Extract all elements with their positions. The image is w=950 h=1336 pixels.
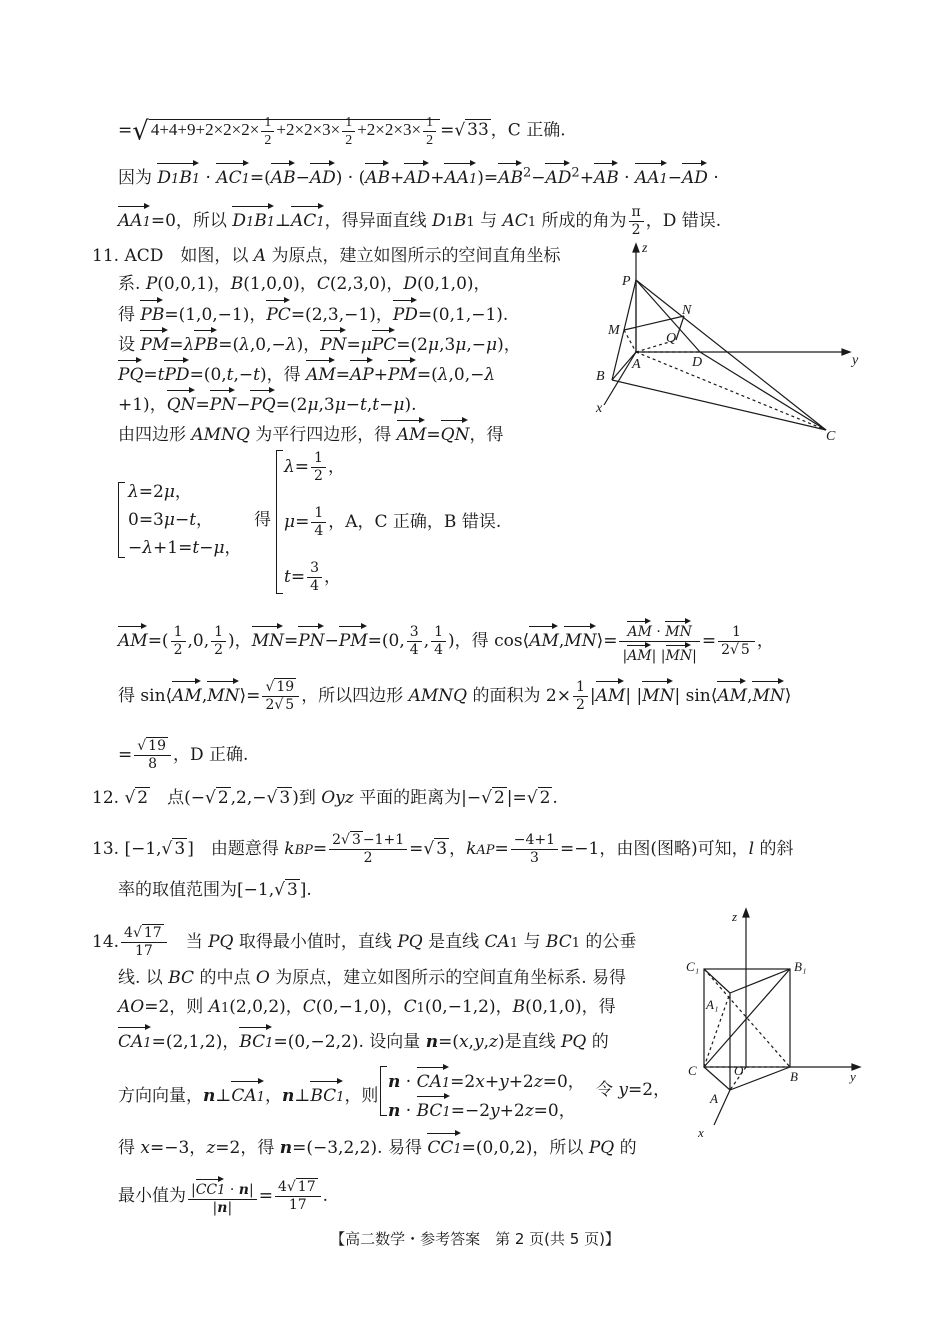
q11-line-8: AM=( $\frac{1}{2}$ ,0, $\frac{1}{2}$ )，MN=PN−PM=(0, $\frac{3}{4}$ , $\frac{1}{4}$ )，得 cos⟨AM,MN⟩= $\frac{AM \cdot MN}{|AM| |MN|}$ = $\frac{1}{2√ 5}$ ， [118,618,774,665]
fig1-label-b: B [596,369,605,384]
fig2-label-b1: B₁ [794,959,807,974]
fig2-label-a1: A₁ [706,997,719,1012]
fig1-label-d: D [692,355,703,370]
system2-row-a: λ= $\frac{1}{2}$ ， [284,450,345,484]
system2-row-c: t= $\frac{3}{4}$ ， [284,560,342,594]
figure-pyramid [590,240,880,450]
fig1-label-z: z [642,241,648,256]
equation-line-2: 因为 $D1B1 \cdot AC1=(AB-AD) \cdot (AB+AD+AA1)=AB^2-AD^2+AB \cdot AA1-AD$ · [118,160,719,192]
fig1-label-m: M [608,323,620,338]
q14-line-1: 14. $\frac{4√ 17}{17}$ 当 PQ 取得最小值时，直线 PQ 是直线 CA1 与 BC1 的公垂 [92,925,637,959]
system1-row-a: λ=2μ， [128,482,192,502]
fig1-label-n: N [682,303,692,318]
q14-line-2: 线. 以 BC 的中点 O 为原点，建立如图所示的空间直角坐标系. 易得 [118,968,627,988]
fig2-label-x: x [698,1125,704,1140]
q14-system-row-b: n · BC1=−2y+2z=0， [388,1093,576,1125]
system2-row-b: μ= $\frac{1}{4}$ ，A，C 正确，B 错误. [284,505,502,539]
fig2-label-a: A [710,1091,718,1106]
q11-line-2: 系. P(0,0,1)，B(1,0,0)，C(2,3,0)，D(0,1,0)， [118,274,491,294]
fig2-label-z: z [732,909,738,924]
q11-line-6: +1)，QN=PN−PQ=(2μ,3μ−t,t−μ). [118,387,417,417]
line1-tail: ，C 正确. [490,120,566,141]
system1-row-c: −λ+1=t−μ， [128,538,242,558]
q14-label: 14. [92,932,120,952]
q14-line-5: 方向向量，n⊥CA1，n⊥BC1，则 [118,1078,378,1110]
q11-line-10: = $\frac{√ 19}{8}$ ，D 正确. [118,738,249,772]
system1-row-b: 0=3μ−t， [128,510,214,530]
system2-brace [276,450,283,594]
fig2-label-c1: C₁ [686,959,700,974]
equation-line-3: AA1=0，所以 D1B1⊥AC1，得异面直线 D1B1 与 AC1 所成的角为 $\frac{\pi}{2}$ ，D 错误. [118,204,722,238]
fig2-label-c: C [688,1063,697,1078]
q14-line-4: CA1=(2,1,2)，BC1=(0,−2,2). 设向量 n=(x,y,z)是直线 PQ 的 [118,1024,609,1056]
q11-line-3: 得 PB=(1,0,−1)，PC=(2,3,−1)，PD=(0,1,−1). [118,297,508,327]
q14-line-7: 最小值为 $\frac{|CC1 \cdot n|}{|n|}$ = $\frac{4√ 17}{17}$ . [118,1176,328,1217]
fig1-label-p: P [622,274,631,289]
q11-label: 11. ACD [92,246,164,266]
q14-line-3: AO=2，则 A1(2,0,2)，C(0,−1,0)，C1(0,−1,2)，B(0,1,0)，得 [118,997,616,1017]
q13-line-1: 13. [−1,√ 3 ] 由题意得 kBP= $\frac{2√ 3 -1+1}{2}$ =√ 3 ，kAP= $\frac{-4+1}{3}$ =−1，由图(图略)可知，l 的斜 [92,832,794,866]
q11-line-4: 设 PM=λPB=(λ,0,−λ)，PN=μPC=(2μ,3μ,−μ)， [118,327,521,357]
q13-line-2: 率的取值范围为[−1,√ 3 ]. [118,880,312,900]
page-footer: 【高二数学・参考答案 第 2 页(共 5 页)】 [330,1230,620,1248]
q11-line-5: PQ=tPD=(0,t,−t)，得 AM=AP+PM=(λ,0,−λ [118,357,495,387]
q14-line-5-tail: 令 y=2， [596,1080,671,1100]
figure-prism [680,905,870,1145]
fig2-label-o: O [734,1063,744,1078]
fig1-label-x: x [596,401,603,416]
q12-line: 12. √ 2 点(−√ 2 ,2,−√ 3 )到 Oyz 平面的距离为|−√ 2 |=√ 2 . [92,788,558,808]
fig1-label-q: Q [666,331,677,346]
q14-line-6: 得 x=−3，z=2，得 n=(−3,2,2). 易得 CC1=(0,0,2)，所以 PQ 的 [118,1130,637,1162]
q11-line-1: 11. ACD 如图，以 A 为原点，建立如图所示的空间直角坐标 [92,246,561,266]
q14-system-row-a: n · CA1=2x+y+2z=0， [388,1064,585,1096]
fig1-label-c: C [826,429,836,444]
fig1-label-a: A [632,357,641,372]
de-label: 得 [254,510,271,530]
line2-head: 因为 [118,168,152,188]
q11-line-9: 得 sin⟨AM,MN⟩= $\frac{√ 19}{2√ 5}$ ，所以四边形 AMNQ 的面积为 2× $\frac{1}{2}$ |AM| |MN| sin⟨AM,MN⟩ [118,679,792,713]
fig2-label-y: y [850,1069,856,1084]
system1-brace [118,482,125,558]
equation-line-1: =√ 4+4+9+2×2×2× $\frac{1}{2}$ +2×2×3× $\frac{1}{2}$ +2×2×3× $\frac{1}{2}$ =√ 33 ，C 正确. [118,115,566,148]
fig1-label-y: y [852,353,859,368]
q11-line-7: 由四边形 AMNQ 为平行四边形，得 AM=QN，得 [118,417,503,447]
fig2-label-b: B [790,1069,798,1084]
q14-system-brace [380,1066,387,1116]
